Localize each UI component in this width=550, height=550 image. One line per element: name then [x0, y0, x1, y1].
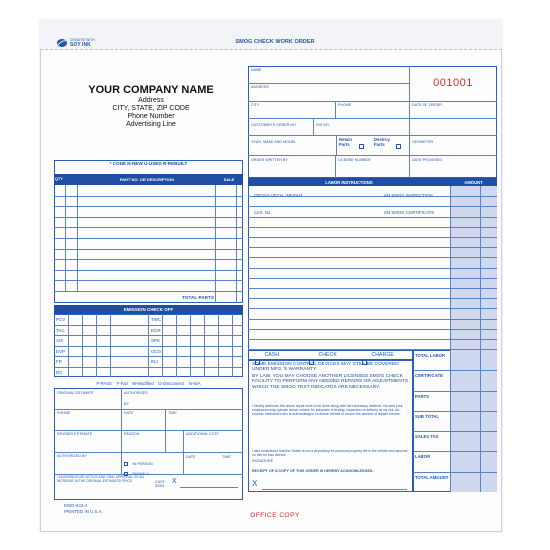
emission-col-line: [232, 314, 233, 377]
totals-row-label: LABOR: [415, 454, 431, 460]
parts-sale-header: SALE: [223, 177, 235, 182]
est-line: [54, 409, 243, 410]
emission-item-label: FR: [56, 359, 62, 364]
signature-label: SIGNATURE: [252, 459, 274, 463]
emission-header-bar: EMISSION CHECK OFF: [54, 305, 243, 314]
emission-item-label: SPK: [151, 338, 160, 343]
parts-table-row[interactable]: [54, 280, 243, 281]
amount-header-bar: AMOUNT: [450, 178, 497, 186]
signature-line: [262, 489, 407, 490]
office-copy-label: OFFICE COPY: [250, 512, 300, 519]
est-line: [54, 452, 243, 453]
totals-row-label: CERTIFICATE: [415, 373, 443, 379]
city-label: CITY: [251, 103, 260, 107]
labor-row[interactable]: [248, 268, 497, 269]
estimate-time2-label: TIME: [222, 455, 231, 459]
cust-sign-x: X: [172, 478, 177, 485]
receipt-label: RECEIPT OF A COPY OF THIS ORDER IS HEREBY ACKNOWLEDGED.: [252, 469, 374, 473]
totals-col-line: [450, 350, 451, 492]
parts-table-row[interactable]: [54, 196, 243, 197]
emission-col-line: [218, 314, 219, 377]
retain-parts-option[interactable]: [339, 137, 369, 147]
emission-item-label: TWC: [151, 317, 162, 322]
cash-label: CASH: [264, 352, 280, 358]
labor-row[interactable]: [248, 247, 497, 248]
col-line: [335, 155, 336, 178]
totals-row-label: SALES TAX: [415, 434, 439, 440]
smog-inspection-label: I/M SMOG INSPECTION: [384, 193, 433, 198]
labor-row[interactable]: [248, 257, 497, 258]
warranty-notice: SOME EMISSION CONTROL DEVICES MAY STILL BE COVERED UNDER MFG.'S WARRANTY.: [252, 362, 399, 373]
parts-table-row[interactable]: [54, 270, 243, 271]
cust-sign-line: [180, 487, 238, 488]
totals-row-line: [413, 472, 497, 473]
emission-col-line: [96, 314, 97, 377]
row-line: [248, 101, 497, 102]
row-line: [248, 155, 497, 156]
smog-certificate-label: I/M SMOG CERTIFICATE: [384, 210, 435, 215]
emission-item-label: PCV: [56, 317, 66, 322]
totals-row-label: PARTS: [415, 393, 430, 399]
est-col: [121, 388, 122, 452]
phone-option-label: PHONE #: [132, 471, 149, 476]
emission-col-line: [82, 314, 83, 377]
retain-parts-label: Retain Parts: [339, 137, 353, 147]
retain-parts-checkbox[interactable]: [359, 144, 364, 149]
emission-item-label: TAC: [56, 327, 65, 333]
labor-header-bar: LABOR INSTRUCTIONS: [248, 178, 450, 186]
col-line: [336, 135, 337, 155]
odometer-label: ODOMETER: [412, 140, 434, 144]
authorized-by-label: AUTHORIZED BY: [57, 454, 87, 458]
smog-facility-notice: BY LAW, YOU MAY CHOOSE ANOTHER LICENSED SMOG CHECK FACILITY TO PERFORM ANY NEEDED REPAIRS OR ADJUSTMENTS WHICH THE SMOG TEST INDICATES ARE NECESSARY.: [252, 374, 409, 390]
destroy-parts-checkbox[interactable]: [396, 144, 401, 149]
in-person-label: IN PERSON: [132, 461, 153, 466]
top-perforation-strip: [40, 20, 502, 50]
charge-label: CHARGE: [371, 352, 394, 358]
labor-row[interactable]: [248, 308, 497, 309]
parts-desc-header: PART NO. OR DESCRIPTION: [119, 177, 175, 182]
emission-item-label: OCO: [151, 348, 162, 354]
estimate-date2-label: DATE: [186, 455, 196, 459]
labor-row[interactable]: [248, 319, 497, 320]
labor-row[interactable]: [248, 217, 497, 218]
total-parts-label: TOTAL PARTS: [182, 295, 214, 300]
totals-row-line: [413, 391, 497, 392]
totals-row-label: TOTAL AMOUNT: [415, 474, 449, 480]
logo-line-2: SOY INK: [70, 42, 91, 48]
address-label: ADDRESS: [251, 85, 269, 89]
labor-row[interactable]: [248, 298, 497, 299]
row-line: [248, 83, 409, 84]
parts-table-row[interactable]: [54, 238, 243, 239]
labor-row[interactable]: [248, 329, 497, 330]
row-line: [248, 118, 497, 119]
year-make-model-label: YEAR, MAKE AND MODEL: [251, 140, 297, 144]
emission-item-label: AIS: [56, 338, 64, 343]
totals-amount-column: [450, 350, 497, 492]
labor-row[interactable]: [248, 206, 497, 207]
parts-code-legend: * CODE N-NEW U-USED R-REBUILT: [109, 161, 188, 166]
form-code: EWO-043-4: [64, 503, 88, 508]
logo-line-1: CREATED WITH: [70, 38, 95, 42]
parts-table-row[interactable]: [54, 206, 243, 207]
est-col: [165, 409, 166, 452]
authorized-label: AUTHORIZED: [124, 391, 148, 395]
authorization-fine-print: I hereby authorize the above repair work to be done along with the necessary material. You and your employees may operate above vehicle for purposes of testing, inspection or delivery at my risk. An express mechanic's lien is acknowledged on above vehicle to secure the amount of repairs thereto.: [252, 404, 403, 416]
labor-row[interactable]: [248, 288, 497, 289]
dealer-fine-print: I also understand that the Dealer is not a depository for personal property left in the vehicle and assume no risk for loss thereof.: [252, 449, 408, 457]
license-label: LICENSE NUMBER: [338, 158, 371, 162]
emission-item-label: INJ: [151, 359, 158, 364]
company-address: Address: [138, 96, 164, 104]
emission-col-line: [176, 314, 177, 377]
destroy-parts-label: Destroy Parts: [374, 137, 390, 147]
parts-table-row[interactable]: [54, 217, 243, 218]
totals-col-line: [480, 350, 481, 492]
order-number: 001001: [433, 77, 473, 89]
phone-label: PHONE: [338, 103, 352, 107]
emission-col-line: [162, 314, 163, 377]
emission-col-line: [204, 314, 205, 377]
emission-legend: P-PASS F-Fail M-Modified D-Disconnect N-N/A: [96, 381, 201, 386]
estimate-time-label: TIME: [168, 411, 177, 415]
col-line: [313, 118, 314, 135]
parts-col-line: [215, 185, 216, 303]
parts-total-line: [54, 291, 243, 292]
emission-item-label: EVP: [56, 348, 65, 354]
col-line: [335, 101, 336, 118]
cust-sign-label: CUST. SIGN: [155, 480, 166, 488]
totals-row-line: [413, 411, 497, 412]
labor-row[interactable]: [248, 339, 497, 340]
parts-qty-header: QTY: [55, 177, 63, 181]
date-of-order-label: DATE OF ORDER: [412, 103, 442, 107]
parts-table-row[interactable]: [54, 259, 243, 260]
signature-x: X: [252, 479, 258, 488]
reason-label: REASON: [124, 432, 140, 436]
emission-item-label: EGR: [151, 327, 161, 333]
labor-row[interactable]: [248, 278, 497, 279]
company-phone: Phone Number: [127, 112, 175, 120]
est-line: [54, 430, 243, 431]
totals-row-line: [413, 370, 497, 371]
row-line: [248, 135, 497, 136]
authorized-by-short-label: BY: [124, 402, 129, 406]
labor-row[interactable]: [248, 227, 497, 228]
name-label: NAME: [251, 68, 262, 72]
estimate-date-label: DATE: [124, 411, 134, 415]
totals-row-line: [413, 431, 497, 432]
date-promised-label: DATE PROMISED: [412, 158, 443, 162]
est-col: [183, 430, 184, 474]
emission-col-line: [68, 314, 69, 377]
emission-col-line: [110, 314, 111, 377]
parts-table-row[interactable]: [54, 249, 243, 250]
totals-row-label: TOTAL LABOR: [415, 353, 446, 358]
original-estimate-label: ORIGINAL ESTIMATE: [57, 391, 94, 395]
emission-col-line: [190, 314, 191, 377]
est-col: [121, 452, 122, 474]
destroy-parts-option[interactable]: [374, 137, 406, 147]
totals-row-label: SUB TOTAL: [415, 413, 440, 419]
emission-col-line: [148, 314, 149, 377]
additional-cost-label: ADDITIONAL COST: [186, 432, 220, 436]
estimate-phone-label: PHONE: [57, 411, 71, 415]
company-block: [56, 84, 246, 129]
company-ad-line: Advertising Line: [126, 120, 176, 128]
totals-row-line: [413, 451, 497, 452]
gvw-label: GROSS VECH. WEIGHT: [254, 193, 304, 198]
form-title: SMOG CHECK WORK ORDER: [235, 39, 315, 45]
written-by-label: ORDER WRITTEN BY: [251, 158, 288, 162]
company-name: YOUR COMPANY NAME: [88, 84, 214, 96]
revised-estimate-label: REVISED ESTIMATE: [57, 432, 93, 436]
check-label: CHECK: [318, 352, 337, 358]
acknowledge-line: I ACKNOWLEDGE NOTICE AND ORAL APPROVAL OF AN INCREASE IN THE ORIGINAL ESTIMATED PRICE: [57, 475, 144, 483]
parts-table-row[interactable]: [54, 227, 243, 228]
company-city: CITY, STATE, ZIP CODE: [112, 104, 190, 112]
parts-col-line: [236, 185, 237, 303]
vin-label: VIN NO.: [316, 123, 330, 127]
customer-order-label: CUSTOMER'S ORDER NO.: [251, 123, 297, 127]
emission-item-label: DC: [56, 369, 63, 375]
labor-row[interactable]: [248, 237, 497, 238]
printed-in-usa: PRINTED IN U.S.A.: [64, 509, 103, 514]
cert-no-label: Cert. No.: [254, 210, 272, 215]
